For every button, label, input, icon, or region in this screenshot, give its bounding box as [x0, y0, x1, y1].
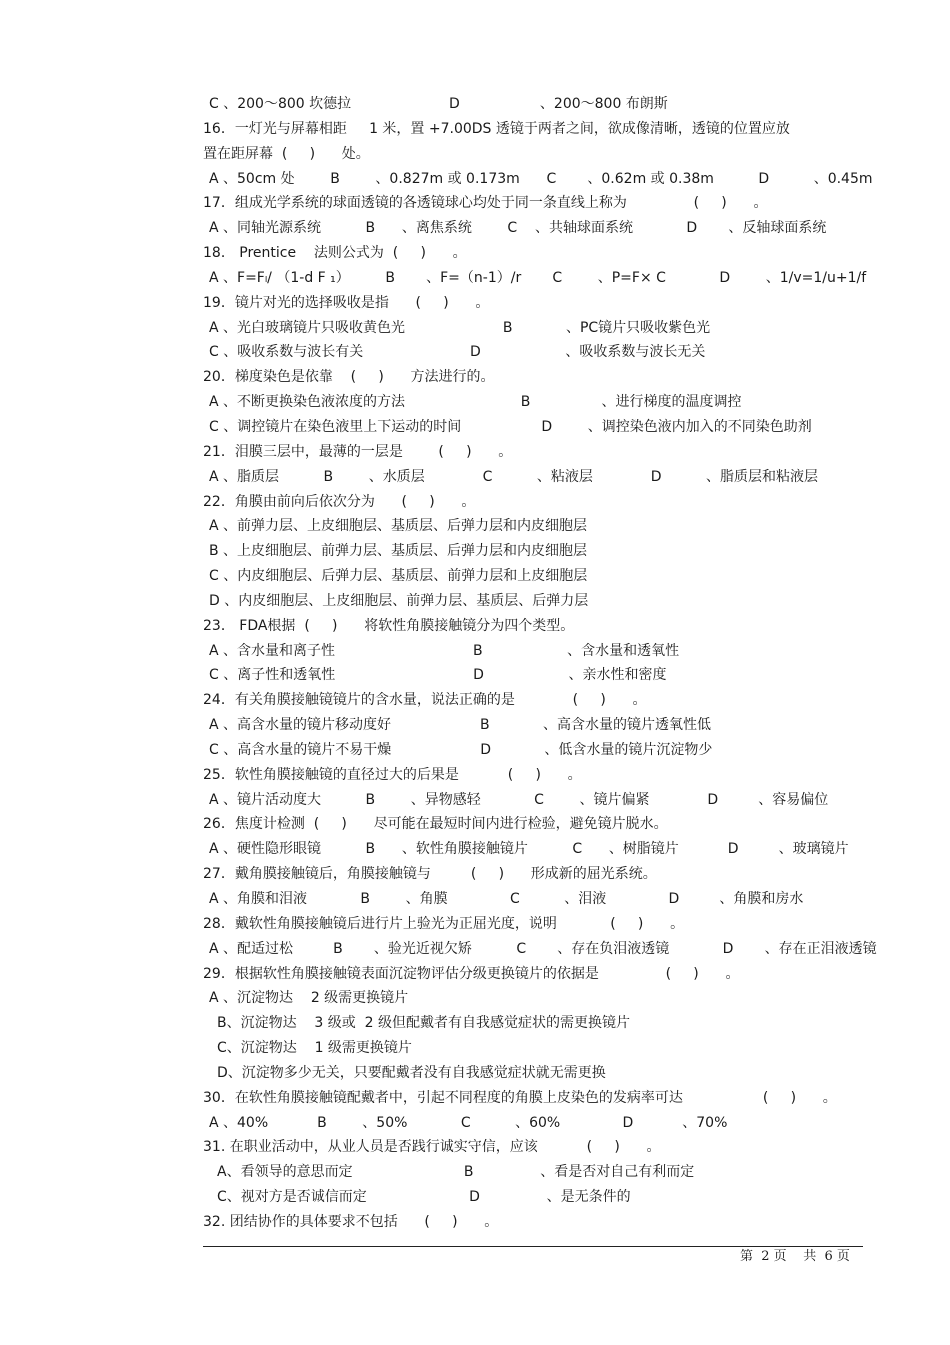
option-line: B、沉淀物达 3 级或 2 级但配戴者有自我感觉症状的需更换镜片 [217, 1015, 631, 1032]
question-line: 17．组成光学系统的球面透镜的各透镜球心均处于同一条直线上称为 ( ) 。 [203, 195, 768, 212]
option-line: A 、沉淀物达 2 级需更换镜片 [209, 990, 409, 1007]
question-line: 21．泪膜三层中，最薄的一层是 ( ) 。 [203, 443, 513, 460]
question-line: 30．在软性角膜接触镜配戴者中，引起不同程度的角膜上皮染色的发病率可达 ( ) 。 [203, 1089, 837, 1106]
question-line: 27．戴角膜接触镜后，角膜接触镜与 ( ) 形成新的屈光系统。 [203, 866, 657, 883]
option-line: C、视对方是否诚信而定 D 、是无条件的 [217, 1189, 631, 1206]
question-line: 29．根据软性角膜接触镜表面沉淀物评估分级更换镜片的依据是 ( ) 。 [203, 965, 740, 982]
option-line: B 、上皮细胞层、前弹力层、基质层、后弹力层和内皮细胞层 [209, 543, 588, 560]
option-line: A 、含水量和离子性 B 、含水量和透氧性 [209, 642, 680, 659]
option-line: A 、40% B 、50% C 、60% D 、70% [209, 1114, 728, 1131]
option-line: A、看领导的意思而定 B 、看是否对自己有利而定 [217, 1164, 695, 1181]
question-line: 26．焦度计检测 ( ) 尽可能在最短时间内进行检验，避免镜片脱水。 [203, 816, 668, 833]
option-line: D 、内皮细胞层、上皮细胞层、前弹力层、基质层、后弹力层 [209, 592, 589, 609]
option-line: A 、配适过松 B 、验光近视欠矫 C 、存在负泪液透镜 D 、存在正泪液透镜 [209, 940, 877, 957]
question-line: 20．梯度染色是依靠 ( ) 方法进行的。 [203, 369, 495, 386]
option-line: C 、高含水量的镜片不易干燥 D 、低含水量的镜片沉淀物少 [209, 741, 713, 758]
option-line: C 、离子性和透氧性 D 、亲水性和密度 [209, 667, 667, 684]
option-line: A 、前弹力层、上皮细胞层、基质层、后弹力层和内皮细胞层 [209, 518, 588, 535]
footer-divider [203, 1246, 863, 1247]
option-line: C 、调控镜片在染色液里上下运动的时间 D 、调控染色液内加入的不同染色助剂 [209, 418, 812, 435]
option-line: D、沉淀物多少无关，只要配戴者没有自我感觉症状就无需更换 [217, 1064, 606, 1081]
option-line: A 、不断更换染色液浓度的方法 B 、进行梯度的温度调控 [209, 394, 742, 411]
question-line: 19．镜片对光的选择吸收是指 ( ) 。 [203, 294, 490, 311]
option-line: A 、F=Fₗ/ （1-d F ₁） B 、F=（n-1）/r C 、P=F× C D 、1/v=1/u+1/f [209, 269, 867, 286]
question-line: 置在距屏幕 ( ) 处。 [203, 145, 370, 162]
question-line: 24．有关角膜接触镜镜片的含水量，说法正确的是 ( ) 。 [203, 692, 647, 709]
question-line: 23． FDA根据 ( ) 将软性角膜接触镜分为四个类型。 [203, 617, 575, 634]
option-line: A 、同轴光源系统 B 、离焦系统 C 、共轴球面系统 D 、反轴球面系统 [209, 220, 827, 237]
option-line: C 、200～800 坎德拉 D 、200～800 布朗斯 [209, 96, 668, 112]
option-line: C 、吸收系数与波长有关 D 、吸收系数与波长无关 [209, 344, 706, 361]
option-line: A 、硬性隐形眼镜 B 、软性角膜接触镜片 C 、树脂镜片 D 、玻璃镜片 [209, 841, 849, 858]
question-line: 28．戴软性角膜接触镜后进行片上验光为正屈光度，说明 ( ) 。 [203, 915, 685, 932]
option-line: A 、脂质层 B 、水质层 C 、粘液层 D 、脂质层和粘液层 [209, 468, 818, 485]
question-line: 32. 团结协作的具体要求不包括 ( ) 。 [203, 1213, 499, 1230]
question-line: 25．软性角膜接触镜的直径过大的后果是 ( ) 。 [203, 766, 582, 783]
option-line: A 、角膜和泪液 B 、角膜 C 、泪液 D 、角膜和房水 [209, 891, 804, 907]
question-line: 22．角膜由前向后依次分为 ( ) 。 [203, 493, 476, 510]
option-line: C 、内皮细胞层、后弹力层、基质层、前弹力层和上皮细胞层 [209, 568, 588, 585]
exam-content [203, 92, 877, 1235]
option-line: A 、光白玻璃镜片只吸收黄色光 B 、PC镜片只吸收紫色光 [209, 319, 711, 336]
page-number-footer: 第 2 页 共 6 页 [740, 1249, 850, 1264]
question-line: 31. 在职业活动中，从业人员是否践行诚实守信，应该 ( ) 。 [203, 1139, 661, 1156]
option-line: A 、高含水量的镜片移动度好 B 、高含水量的镜片透氧性低 [209, 717, 712, 734]
question-line: 18． Prentice 法则公式为 ( ) 。 [203, 245, 467, 262]
option-line: A 、镜片活动度大 B 、异物感轻 C 、镜片偏紧 D 、容易偏位 [209, 791, 829, 808]
question-line: 16．一灯光与屏幕相距 1 米，置 +7.00DS 透镜于两者之间，欲成像清晰，透镜的位置应放 [203, 120, 790, 137]
option-line: A 、50cm 处 B 、0.827m 或 0.173m C 、0.62m 或 0.38m D 、0.45m [209, 170, 873, 187]
option-line: C、沉淀物达 1 级需更换镜片 [217, 1040, 412, 1057]
